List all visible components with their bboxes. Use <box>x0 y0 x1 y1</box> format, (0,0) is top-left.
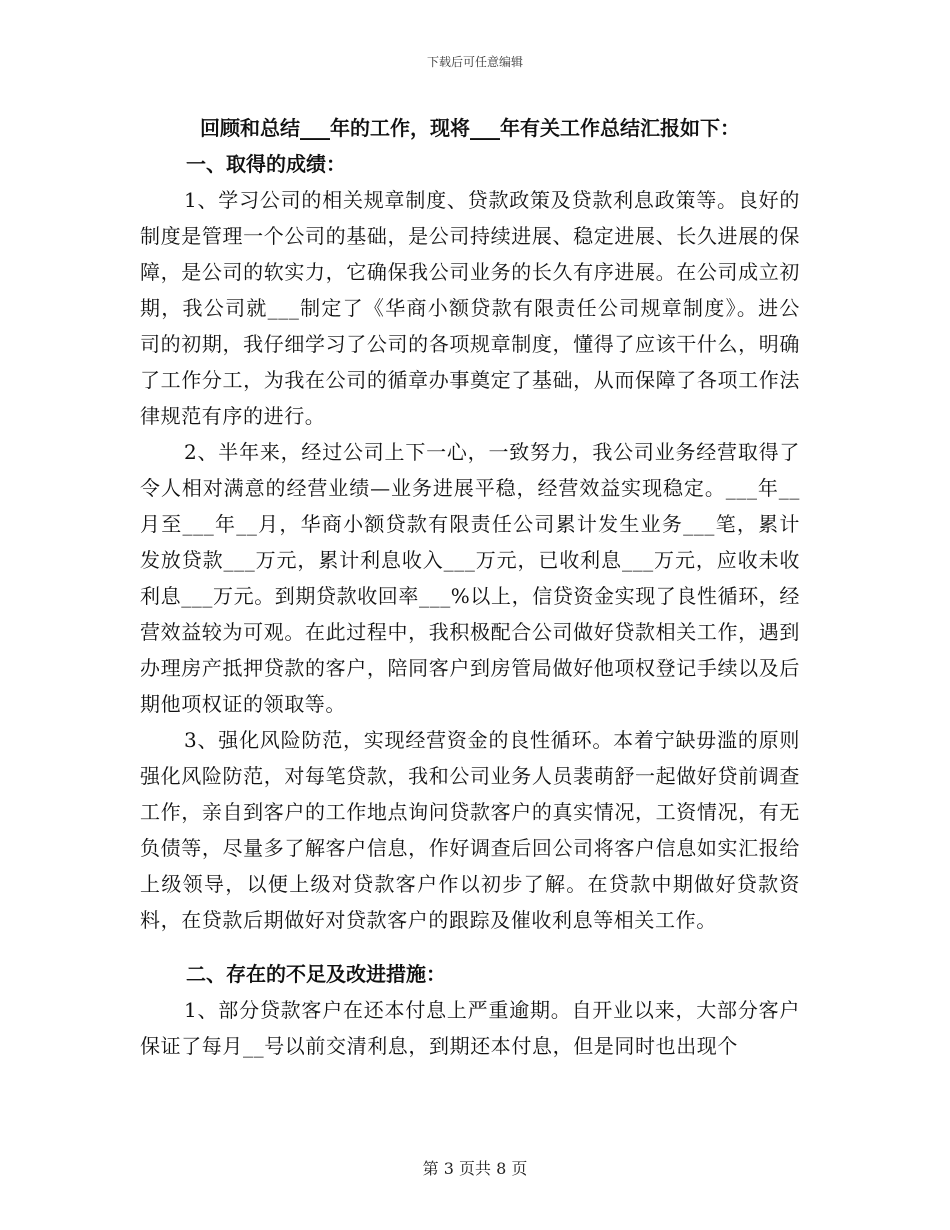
document-title: 回顾和总结___年的工作，现将___年有关工作总结汇报如下： <box>200 116 740 140</box>
page-number-footer: 第 3 页共 8 页 <box>422 1159 528 1178</box>
page-header-note: 下载后可任意编辑 <box>426 55 523 69</box>
section-heading-shortcomings: 二、存在的不足及改进措施： <box>186 962 446 986</box>
paragraph-shortcoming-1: 1、部分贷款客户在还本付息上严重逾期。自开业以来，大部分客户保证了每月__号以前交清利息，到期还本付息，但是同时也出现个 <box>140 998 800 1058</box>
section-heading-achievements: 一、取得的成绩： <box>186 152 346 176</box>
paragraph-achievement-3: 3、强化风险防范，实现经营资金的良性循环。本着宁缺毋滥的原则强化风险防范，对每笔贷款，我和公司业务人员裴萌舒一起做好贷前调查工作，亲自到客户的工作地点询问贷款客户的真实情况，工资情况，有无负债等，尽量多了解客户信息，作好调查后回公司将客户信息如实汇报给上级领导，以便上级对贷款客户作以初步了解。在贷款中期做好贷款资料，在贷款后期做好对贷款客户的跟踪及催收利息等相关工作。 <box>140 728 800 932</box>
paragraph-achievement-1: 1、学习公司的相关规章制度、贷款政策及贷款利息政策等。良好的制度是管理一个公司的基础，是公司持续进展、稳定进展、长久进展的保障，是公司的软实力，它确保我公司业务的长久有序进展。在公司成立初期，我公司就___制定了《华商小额贷款有限责任公司规章制度》。进公司的初期，我仔细学习了公司的各项规章制度，懂得了应该干什么，明确了工作分工，为我在公司的循章办事奠定了基础，从而保障了各项工作法律规范有序的进行。 <box>140 188 800 428</box>
document-body <box>140 110 800 1064</box>
paragraph-achievement-2: 2、半年来，经过公司上下一心，一致努力，我公司业务经营取得了令人相对满意的经营业绩—业务进展平稳，经营效益实现稳定。___年__月至___年__月，华商小额贷款有限责任公司累计发生业务___笔，累计发放贷款___万元，累计利息收入___万元，已收利息___万元，应收未收利息___万元。到期贷款收回率___%以上，信贷资金实现了良性循环，经营效益较为可观。在此过程中，我积极配合公司做好贷款相关工作，遇到办理房产抵押贷款的客户，陪同客户到房管局做好他项权登记手续以及后期他项权证的领取等。 <box>140 440 801 716</box>
